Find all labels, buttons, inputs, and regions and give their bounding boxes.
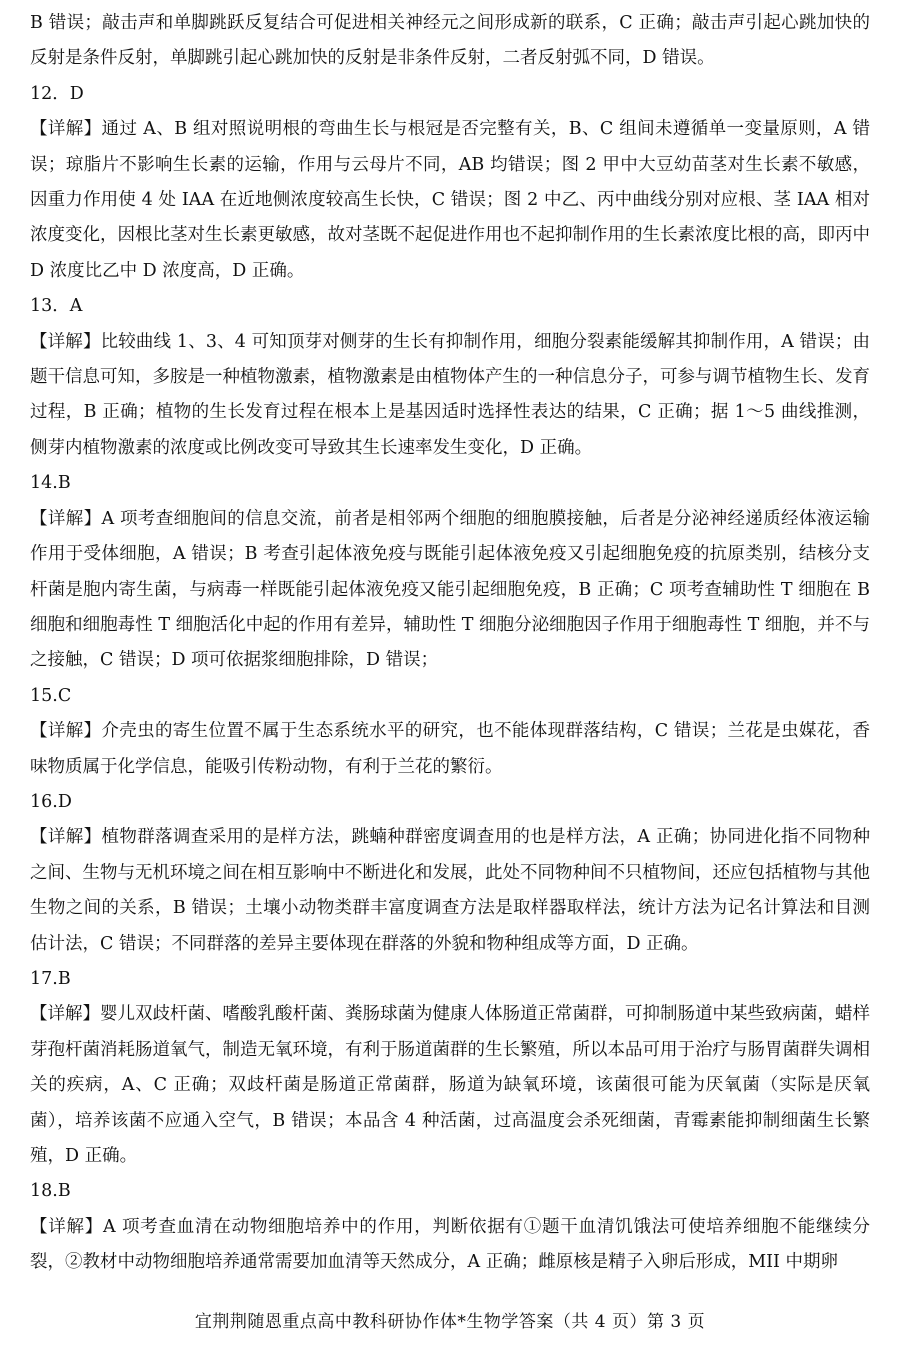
question-12-explanation: 【详解】通过 A、B 组对照说明根的弯曲生长与根冠是否完整有关，B、C 组间未遵循单一变量原则，A 错误；琼脂片不影响生长素的运输，作用与云母片不同，AB 均错误；图 2 甲中大豆幼苗茎对生长素不敏感，因重力作用使 4 处 IAA 在近地侧浓度较高生长快，C 错误；图 2 中乙、丙中曲线分别对应根、茎 IAA 相对浓度变化，因根比茎对生长素更敏感，故对茎既不起促进作用也不起抑制作用的生长素浓度比根的高，即丙中 D 浓度比乙中 D 浓度高，D 正确。 [30, 119, 870, 281]
answer-page [30, 6, 870, 1281]
question-16-number: 16.D [30, 791, 72, 812]
question-16-explanation: 【详解】植物群落调查采用的是样方法，跳蝻种群密度调查用的也是样方法，A 正确；协同进化指不同物种之间、生物与无机环境之间在相互影响中不断进化和发展，此处不同物种间不只植物间，还应包括植物与其他生物之间的关系，B 错误；土壤小动物类群丰富度调查方法是取样器取样法，统计方法为记名计算法和目测估计法，C 错误；不同群落的差异主要体现在群落的外貌和物种组成等方面，D 正确。 [30, 827, 870, 954]
question-14-explanation: 【详解】A 项考查细胞间的信息交流，前者是相邻两个细胞的细胞膜接触，后者是分泌神经递质经体液运输作用于受体细胞，A 错误；B 考查引起体液免疫与既能引起体液免疫又引起细胞免疫的抗原类别，结核分支杆菌是胞内寄生菌，与病毒一样既能引起体液免疫又能引起细胞免疫，B 正确；C 项考查辅助性 T 细胞在 B 细胞和细胞毒性 T 细胞活化中起的作用有差异，辅助性 T 细胞分泌细胞因子作用于细胞毒性 T 细胞，并不与之接触，C 错误；D 项可依据浆细胞排除，D 错误； [30, 508, 870, 671]
question-14-number: 14.B [30, 473, 71, 494]
question-13-explanation: 【详解】比较曲线 1、3、4 可知顶芽对侧芽的生长有抑制作用，细胞分裂素能缓解其抑制作用，A 错误；由题干信息可知，多胺是一种植物激素，植物激素是由植物体产生的一种信息分子，可参与调节植物生长、发育过程，B 正确；植物的生长发育过程在根本上是基因适时选择性表达的结果，C 正确；据 1～5 曲线推测，侧芽内植物激素的浓度或比例改变可导致其生长速率发生变化，D 正确。 [30, 331, 870, 458]
question-17-explanation: 【详解】婴儿双歧杆菌、嗜酸乳酸杆菌、粪肠球菌为健康人体肠道正常菌群，可抑制肠道中某些致病菌，蜡样芽孢杆菌消耗肠道氧气，制造无氧环境，有利于肠道菌群的生长繁殖，所以本品可用于治疗与肠胃菌群失调相关的疾病，A、C 正确；双歧杆菌是肠道正常菌群，肠道为缺氧环境，该菌很可能为厌氧菌（实际是厌氧菌），培养该菌不应通入空气，B 错误；本品含 4 种活菌，过高温度会杀死细菌，青霉素能抑制细菌生长繁殖，D 正确。 [30, 1004, 870, 1166]
page-footer: 宜荆荆随恩重点高中教科研协作体*生物学答案（共 4 页）第 3 页 [194, 1312, 706, 1332]
question-18-number: 18.B [30, 1181, 71, 1202]
question-15-number: 15.C [30, 685, 72, 706]
question-17-number: 17.B [30, 968, 71, 989]
question-13-number: 13．A [30, 296, 83, 317]
answer-11-continuation: B 错误；敲击声和单脚跳跃反复结合可促进相关神经元之间形成新的联系，C 正确；敲击声引起心跳加快的反射是条件反射，单脚跳引起心跳加快的反射是非条件反射，二者反射弧不同，D 错误。 [30, 13, 870, 69]
question-12-number: 12．D [30, 83, 84, 104]
question-15-explanation: 【详解】介壳虫的寄生位置不属于生态系统水平的研究，也不能体现群落结构，C 错误；兰花是虫媒花，香味物质属于化学信息，能吸引传粉动物，有利于兰花的繁衍。 [30, 721, 870, 777]
question-18-explanation: 【详解】A 项考查血清在动物细胞培养中的作用，判断依据有①题干血清饥饿法可使培养细胞不能继续分裂，②教材中动物细胞培养通常需要加血清等天然成分，A 正确；雌原核是精子入卵后形成，MII 中期卵 [30, 1216, 870, 1273]
